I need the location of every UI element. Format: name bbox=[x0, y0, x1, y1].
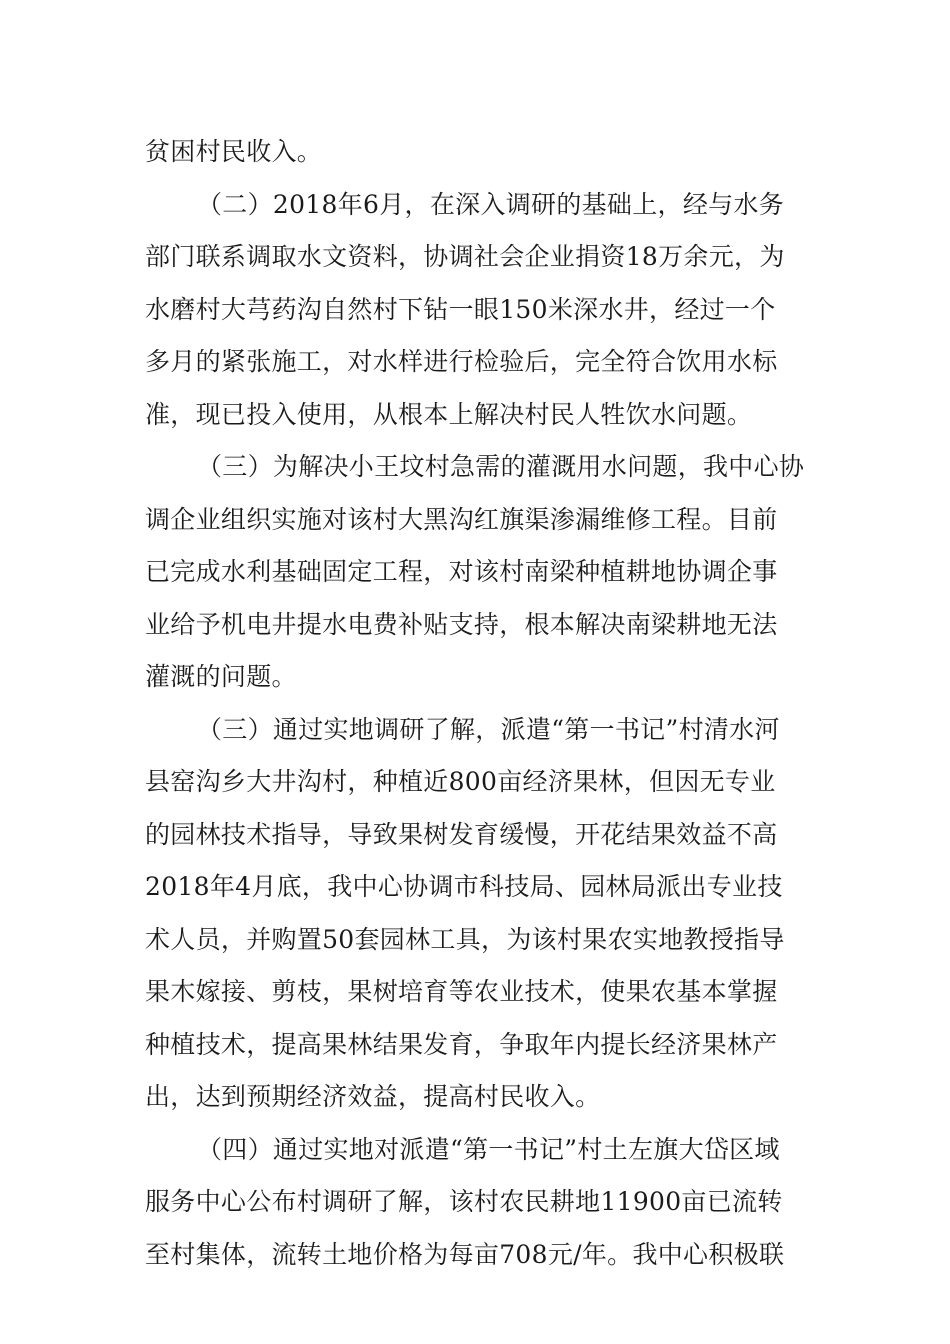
text-line: 已完成水利基础固定工程，对该村南梁种植耕地协调企事 bbox=[145, 557, 778, 586]
text-line: 2018年4月底，我中心协调市科技局、园林局派出专业技 bbox=[145, 872, 783, 901]
paragraph-start-line: （三）为解决小王坟村急需的灌溉用水问题，我中心协 bbox=[197, 452, 805, 481]
document-body bbox=[145, 126, 810, 1281]
text-line: 水磨村大芎药沟自然村下钻一眼150米深水井，经过一个 bbox=[145, 294, 776, 324]
text-line: 服务中心公布村调研了解，该村农民耕地11900亩已流转 bbox=[145, 1187, 783, 1216]
text-line: 种植技术，提高果林结果发育，争取年内提长经济果林产 bbox=[145, 1029, 778, 1059]
text-line: 准，现已投入使用，从根本上解决村民人牲饮水问题。 bbox=[145, 399, 753, 429]
text-line: 县窑沟乡大井沟村，种植近800亩经济果林，但因无专业 bbox=[145, 767, 776, 796]
paragraph-start-line: （三）通过实地调研了解，派遣“第一书记”村清水河 bbox=[197, 714, 780, 744]
text-line: 术人员，并购置50套园林工具，为该村果农实地教授指导 bbox=[145, 924, 785, 954]
text-line: 部门联系调取水文资料，协调社会企业捐资18万余元，为 bbox=[145, 242, 785, 271]
text-line: 调企业组织实施对该村大黑沟红旗渠渗漏维修工程。目前 bbox=[145, 504, 778, 534]
paragraph-start-line: （二）2018年6月，在深入调研的基础上，经与水务 bbox=[197, 189, 785, 219]
paragraph-start-line: （四）通过实地对派遣“第一书记”村土左旗大岱区域 bbox=[197, 1134, 780, 1164]
text-line: 出，达到预期经济效益，提高村民收入。 bbox=[145, 1082, 601, 1111]
text-line: 贫困村民收入。 bbox=[145, 137, 323, 166]
text-line: 果木嫁接、剪枝，果树培育等农业技术，使果农基本掌握 bbox=[145, 977, 778, 1006]
text-line: 多月的紧张施工，对水样进行检验后，完全符合饮用水标 bbox=[145, 347, 778, 376]
text-line: 灌溉的问题。 bbox=[145, 662, 297, 691]
text-line: 的园林技术指导，导致果树发育缓慢，开花结果效益不高 bbox=[145, 819, 778, 849]
text-line: 业给予机电井提水电费补贴支持，根本解决南梁耕地无法 bbox=[145, 609, 778, 639]
text-line: 至村集体，流转土地价格为每亩708元/年。我中心积极联 bbox=[145, 1239, 785, 1269]
